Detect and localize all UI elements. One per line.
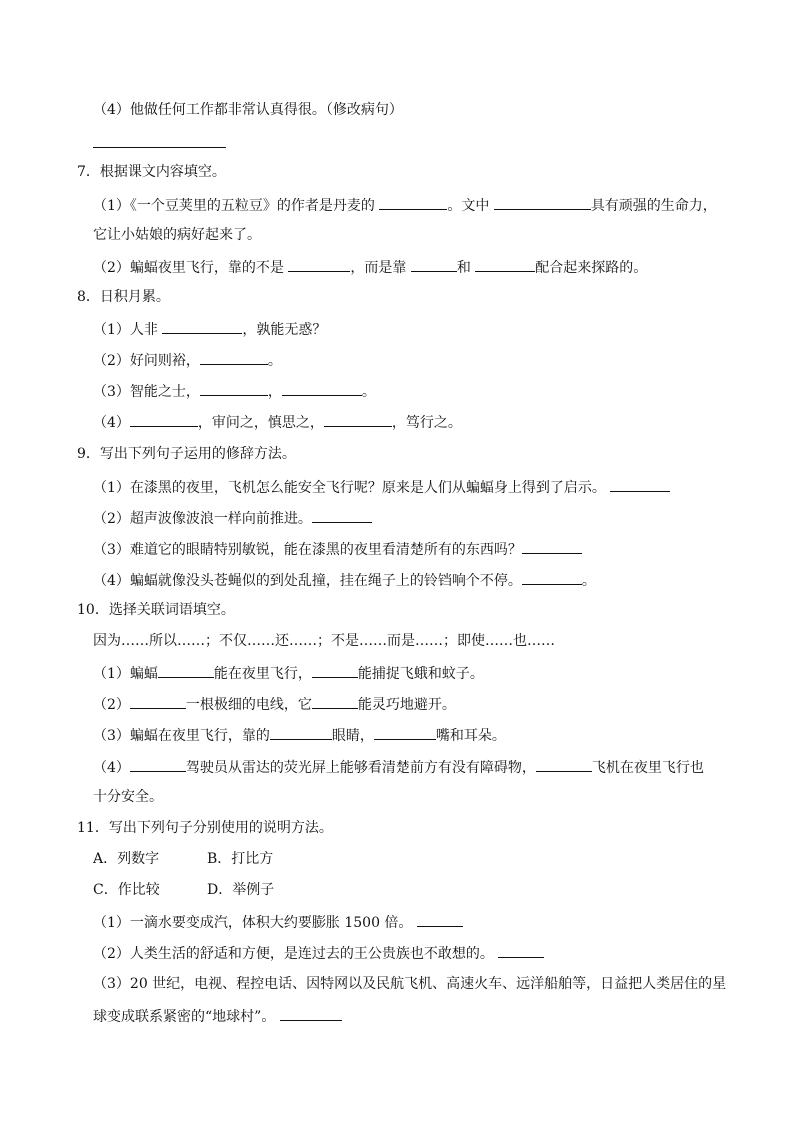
- blank[interactable]: [494, 195, 591, 210]
- q10-item-3: [93, 725, 506, 745]
- q8-item-1: [93, 319, 326, 339]
- blank[interactable]: [288, 257, 350, 272]
- option-a: A．列数字: [93, 851, 160, 867]
- q7-title: 7．根据课文内容填空。: [77, 164, 226, 180]
- q6-item-4: [93, 101, 403, 119]
- q11-item-1: [93, 912, 463, 932]
- blank[interactable]: [417, 912, 463, 927]
- blank[interactable]: [498, 943, 544, 958]
- blank[interactable]: [312, 508, 372, 523]
- blank[interactable]: [162, 319, 242, 334]
- text: 一根极细的电线，它: [185, 697, 312, 713]
- q9-item-2: [93, 508, 372, 528]
- q8-item-2: [93, 350, 282, 370]
- q11-item-3: （3）20 世纪，电视、程控电话、因特网以及民航飞机、高速火车、远洋船舶等，日益把人类居住的星: [93, 976, 727, 992]
- text: （1）《一个豆荚里的五粒豆》的作者是丹麦的: [93, 198, 375, 214]
- q10-title: 10．选择关联词语填空。: [77, 602, 235, 618]
- q10-options: 因为……所以……；不仅……还……；不是……而是……；即使……也……: [93, 633, 555, 649]
- blank[interactable]: [200, 381, 268, 396]
- blank[interactable]: [324, 412, 392, 427]
- text: 和: [456, 260, 471, 276]
- blank[interactable]: [475, 257, 535, 272]
- q11-title: 11．写出下列句子分别使用的说明方法。: [77, 820, 333, 836]
- text: （1）一滴水要变成汽，体积大约要膨胀 1500 倍。: [93, 915, 413, 931]
- text: 驾驶员从雷达的荧光屏上能够看清楚前方有没有障碍物，: [185, 760, 536, 776]
- text: ，而是靠: [350, 260, 407, 276]
- text: ，: [267, 384, 282, 400]
- blank[interactable]: [130, 694, 186, 709]
- blank[interactable]: [379, 195, 447, 210]
- text: 配合起来探路的。: [535, 260, 648, 276]
- q8-title: 8．日积月累。: [77, 289, 170, 305]
- text: 眼睛，: [331, 728, 374, 744]
- q9-item-1: [93, 477, 670, 497]
- blank[interactable]: [282, 381, 362, 396]
- blank[interactable]: [312, 694, 358, 709]
- text: 嘴和耳朵。: [435, 728, 506, 744]
- q7-item-1-cont: 它让小姑娘的病好起来了。: [93, 227, 261, 243]
- blank[interactable]: [522, 539, 582, 554]
- option-d: D．举例子: [207, 882, 275, 898]
- blank[interactable]: [200, 350, 268, 365]
- q10-item-4: [93, 757, 704, 777]
- blank[interactable]: [411, 257, 457, 272]
- text: （2）超声波像波浪一样向前推进。: [93, 511, 312, 527]
- text: （1）蝙蝠: [93, 666, 158, 682]
- q11-item-3-cont: [93, 1006, 342, 1026]
- q8-item-3: [93, 381, 376, 401]
- q7-item-1: [93, 195, 717, 215]
- text: 能灵巧地避开。: [357, 697, 456, 713]
- q10-item-2: [93, 694, 456, 714]
- text: （2）蝙蝠夜里飞行，靠的不是: [93, 260, 284, 276]
- text: （4）蝙蝠就像没头苍蝇似的到处乱撞，挂在绳子上的铃铛响个不停。: [93, 573, 522, 589]
- blank[interactable]: [522, 570, 582, 585]
- blank[interactable]: [130, 757, 186, 772]
- blank[interactable]: [536, 757, 592, 772]
- q8-item-4: （4） ，审问之，慎思之， ，笃行之。: [93, 412, 462, 432]
- blank[interactable]: [312, 663, 358, 678]
- q11-options-row-1: [93, 850, 273, 868]
- text: 能在夜里飞行，: [213, 666, 312, 682]
- q7-item-2: [93, 257, 647, 277]
- text: （1）人非: [93, 322, 158, 338]
- text: （1）在漆黑的夜里，飞机怎么能安全飞行呢？原来是人们从蝙蝠身上得到了启示。: [93, 480, 606, 496]
- blank[interactable]: [130, 412, 198, 427]
- q9-item-4: [93, 570, 596, 590]
- q6-item-4-text: （4）他做任何工作都非常认真得很。（修改病句）: [93, 102, 403, 118]
- text: 球变成联系紧密的“地球村”。: [93, 1009, 276, 1025]
- text: 。文中: [447, 198, 490, 214]
- blank[interactable]: [374, 725, 436, 740]
- text: （4）: [93, 760, 130, 776]
- text: 具有顽强的生命力，: [590, 198, 717, 214]
- text: 能捕捉飞蛾和蚊子。: [357, 666, 484, 682]
- text: ，孰能无惑？: [242, 322, 327, 338]
- q11-options-row-2: [93, 881, 274, 899]
- text: （3）智能之士，: [93, 384, 200, 400]
- text: （2）: [93, 697, 130, 713]
- q10-item-4-cont: 十分安全。: [93, 789, 163, 805]
- text: 。: [361, 384, 376, 400]
- text: （2）好问则裕，: [93, 353, 200, 369]
- q9-item-3: [93, 539, 582, 559]
- blank[interactable]: [610, 477, 670, 492]
- text: ，审问之，慎思之，: [197, 415, 324, 431]
- blank[interactable]: [158, 663, 214, 678]
- blank[interactable]: [270, 725, 332, 740]
- text: ，笃行之。: [391, 415, 462, 431]
- text: 。: [581, 573, 596, 589]
- q10-item-1: [93, 663, 484, 683]
- text: 。: [267, 353, 282, 369]
- q9-title: 9．写出下列句子运用的修辞方法。: [77, 446, 296, 462]
- answer-line[interactable]: [93, 147, 226, 148]
- text: （3）难道它的眼睛特别敏锐，能在漆黑的夜里看清楚所有的东西吗？: [93, 542, 522, 558]
- option-c: C．作比较: [93, 882, 160, 898]
- text: （2）人类生活的舒适和方便，是连过去的王公贵族也不敢想的。: [93, 946, 494, 962]
- text: 飞机在夜里飞行也: [591, 760, 704, 776]
- text: （3）蝙蝠在夜里飞行，靠的: [93, 728, 270, 744]
- option-b: B．打比方: [207, 851, 274, 867]
- blank[interactable]: [280, 1006, 342, 1021]
- q11-item-2: [93, 943, 544, 963]
